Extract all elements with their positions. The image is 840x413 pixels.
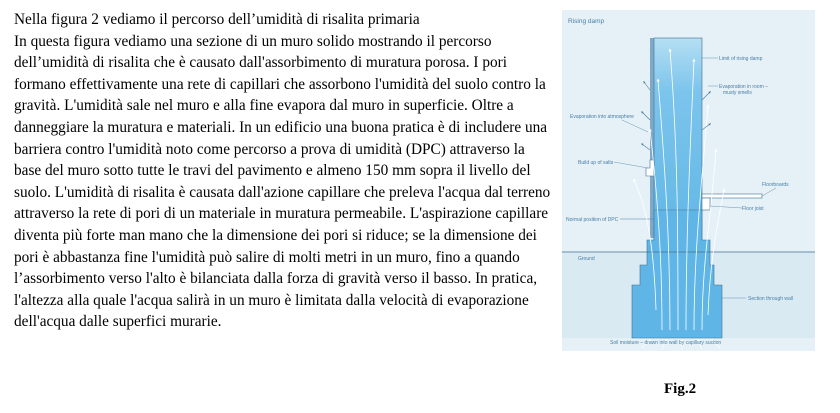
rising-damp-diagram	[562, 10, 815, 351]
label-section: Section through wall	[748, 296, 794, 302]
label-joist: Floor joist	[742, 206, 764, 212]
label-floorboards: Floorboards	[762, 182, 789, 188]
floor-joist	[702, 198, 710, 210]
article-text	[14, 9, 554, 333]
rising-damp-figure	[562, 10, 815, 351]
label-salts: Build up of salts	[578, 160, 614, 166]
label-evap-room-1: Evaporation in room –	[719, 84, 768, 90]
label-dpc: Normal position of DPC	[566, 217, 619, 223]
label-evap-atmos: Evaporation into atmosphere	[570, 114, 634, 120]
figure-caption: Fig.2	[664, 381, 697, 397]
label-soil: Soil moisture – drawn into wall by capillary suction	[610, 340, 722, 346]
floorboards	[702, 194, 762, 198]
figure-title: Rising damp	[568, 18, 605, 25]
label-evap-room-2: musty smells	[723, 90, 752, 96]
label-limit: Limit of rising damp	[719, 56, 763, 62]
article-body: In questa figura vediamo una sezione di un muro solido mostrando il percorso dell’umidità di risalita che è causato dall'assorbimento di muratura porosa. I pori formano effettivamente una rete di capillari che assorbono l'umidità del suolo contro la gravità. L'umidità sale nel muro e alla fine evapora dal muro in superficie. Oltre a danneggiare la muratura e materiali. In un edificio una buona pratica è di includere una barriera contro l'umidità noto come percorso a prova di umidità (DPC) attraverso la base del muro sotto tutte le travi del pavimento e almeno 150 mm sopra il livello del suolo. L'umidità di risalita è causata dall'azione capillare che preleva l'acqua dal terreno attraverso la rete di pori di un materiale in muratura permeabile. L'aspirazione capillare diventa più forte man mano che la dimensione dei pori si riduce; se la dimensione dei pori è abbastanza fine l'umidità può salire di molti metri in un muro, fino a quando l’assorbimento verso l'alto è bilanciata dalla forza di gravità verso il basso. In pratica, l'altezza alla quale l'acqua salirà in un muro è limitata dalla velocità di evaporazione dell'acqua dalle superfici murarie.	[14, 32, 551, 331]
article-heading: Nella figura 2 vediamo il percorso dell’umidità di risalita primaria	[14, 11, 420, 28]
label-ground: Ground	[578, 256, 595, 262]
